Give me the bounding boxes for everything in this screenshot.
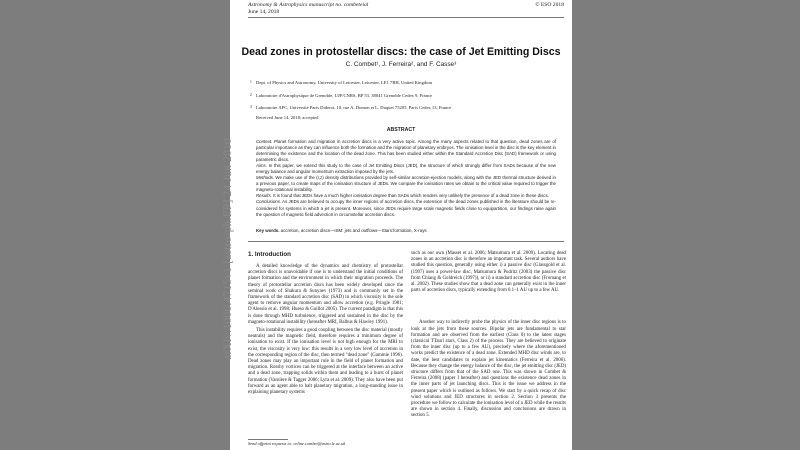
left-column <box>248 264 403 396</box>
aims-text: In this paper, we extend this study to the case of Jet Emitting Discs (JED), the structure of which strongly differ from SADs because of the new energy balance and angular momentum extraction imposed by the jets. <box>256 163 556 175</box>
viewer-background-right <box>572 0 800 450</box>
document-page <box>230 0 572 450</box>
author-list: C. Combet¹, J. Ferreira², and F. Casse³ <box>345 61 457 68</box>
paragraph: such as our own (Masset et al. 2006; Matsumura et al. 2009). Locating dead zones in an accretion disc is therefore an important task. Several authors have studied this question, generally using either i) a passive disc (Glassgold et al. (1997) uses a power-law disc, Matsumura & Pudritz (2003) the passive disc from Chiang & Goldreich (1997)), or ii) a standard accretion disc (Fromang et al. 2002). These studies show that a dead zone can generally exist in the inner parts of accretion discs, typically extending from 0.1–1 AU up to a few AU. <box>411 251 566 294</box>
affiliation-2 <box>250 93 433 99</box>
affiliation-text: Laboratoire APC, Université Paris Diderot, 10, rue A. Domon et L. Duquet 75205, Paris Cedex 13, France <box>256 105 452 110</box>
conclusions-label: Conclusions. <box>256 199 282 205</box>
results-text: It is found that JEDs have a much higher ionisation degree than SADs which renders very unlikely the presence of a dead zone in these discs. <box>273 193 549 199</box>
paragraph: This instability requires a good coupling between the disc material (mostly neutrals) and the magnetic field, therefore requires a minimum degree of ionisation to exist. If the ionisation level is not high enough for the MRI to exist, the viscosity is very low: this results in a very low level of accretion in the corresponding region of the disc, then termed "dead zone" (Gammie 1996). Dead zones may play an important role in the field of planet formation and migration. Rossby vortices can be triggered at the interface between an active and a dead zone, trapping solids within them and leading to a burst of planet formation (Varnière & Tagger 2006; Lyra et al. 2009). They also have been put forward as an agent able to halt planetary migration, a long-standing issue in explaining planetary systems <box>248 328 403 396</box>
arxiv-identifier: arXiv:1006.4715v1 [astro-ph.EP] 24 Jun 2010 <box>222 138 234 360</box>
keywords <box>256 228 556 233</box>
copyright: © ESO 2018 <box>535 2 564 8</box>
journal-name: Astronomy & Astrophysics manuscript no. combeteial <box>248 2 369 8</box>
viewer-background-left <box>0 0 230 450</box>
header-rule <box>248 17 564 18</box>
right-column <box>411 251 566 420</box>
aims-label: Aims. <box>256 163 267 169</box>
conclusions-text: As JEDs are believed to occupy the inner regions of accretion discs, the extension of the dead zones published in the literature should be re-considered for systems in which a jet is present. Moreover, since JEDs require large scale magnetic fields close to equipartition, our findings raise again the question of magnetic field advection in circumstellar accretion discs. <box>256 199 557 217</box>
paper-title: Dead zones in protostellar discs: the case of Jet Emitting Discs <box>241 46 561 58</box>
methods-text: We make use of the (r,z) density distributions provided by self-similar accretion-ejection models, along with the JED thermal structure derived in a previous paper, to create maps of the ionisation structure of JEDs. We compare the ionisation rates we obtain to the critical value required to trigger the magneto-rotational instability. <box>256 175 556 193</box>
received-line: Received June 14, 2018; accepted <box>256 115 319 120</box>
footnote-rule <box>248 439 288 440</box>
header-date: June 14, 2018 <box>248 9 280 15</box>
affiliation-text: Dept. of Physics and Astronomy, University of Leicester, Leicester, LE1 7RH, United Kingdom <box>256 80 433 85</box>
affiliation-number: 2 <box>250 93 252 97</box>
abstract-body <box>256 139 556 218</box>
journal-header <box>248 2 368 16</box>
keywords-label: Key words. <box>256 228 280 233</box>
keywords-text: accretion, accretion discs—ISM: jets and outflows—Stars:formation, X-rays <box>280 228 427 233</box>
paragraph: A detailed knowledge of the dynamics and chemistry of protostellar accretion discs is unavoidable if one is to understand the initial conditions of planet formation and the environment in which their migration proceeds. The theory of protostellar accretion discs has been widely developed since the seminal work of Shakura & Sunyaev (1973) and is commonly set in the framework of the standard accretion disc (SAD) in which viscosity is the sole agent to remove angular momentum and allow accretion (e.g. Pringle 1981; D'Alessio et al. 1998; Hueso & Guillot 2005). The current paradigm is that this is done through MHD turbulence, triggered and sustained in the disc by the magneto-rotational instability (hereafter MRI, Balbus & Hawley 1991). <box>248 264 403 325</box>
keywords-rule <box>248 241 564 242</box>
affiliation-3 <box>250 105 452 111</box>
paragraph: Another way to indirectly probe the physics of the inner disc regions is to look at the jets from these sources. Bipolar jets are fundamental to star formation and are observed from the earliest (Class 0) to the latest stages (classical TTauri stars, Class 2) of the process. They are believed to originate from the inner disc (up to a few AU), precisely where the aforementioned works predict the existence of a dead zone. Extended MHD disc winds are, to date, the best candidates to explain jet kinematics (Ferreira et al. 2006). Because they change the energy balance of the disc, the jet emitting disc (JED) structure differs from that of the SAD one. This was shown in Combet & Ferreira (2008) (paper I hereafter) and questions the existence dead zones in the inner parts of jet launching discs. This is the issue we address in the present paper which is outlined as follows. We start by a quick recap of disc wind solutions and JED structures in section 2. Section 3 presents the procedure we follow to calculate the ionisation level of a JED while the results are shown in section 4. Finally, discussion and conclusions are drawn in section 5. <box>411 320 566 419</box>
methods-label: Methods. <box>256 175 275 181</box>
abstract-heading: ABSTRACT <box>386 127 416 133</box>
footnote: Send offprint requests to: celine.combet@astro.le.ac.uk <box>248 441 346 446</box>
results-label: Results. <box>256 193 272 199</box>
context-text: Planet formation and migration in accretion discs is a very active topic. Among the many aspects related to that question, dead zones are of particular importance as they can influence both the formation and the migration of planetary embryos. The ionisation level in the disc is the key element in determining the existence and the location of the dead zone. This has been studied either within the Standard Accretion Disc (SAD) framework or using parametric discs. <box>256 139 556 163</box>
affiliation-number: 1 <box>250 80 252 84</box>
affiliation-number: 3 <box>250 105 252 109</box>
affiliation-text: Laboratoire d'Astrophysique de Grenoble, UJF/CNRS, BP 53, 38041 Grenoble Cedex 9, France <box>256 93 433 98</box>
context-label: Context. <box>256 139 273 144</box>
affiliation-1 <box>250 80 433 86</box>
section-heading: 1. Introduction <box>248 251 291 258</box>
